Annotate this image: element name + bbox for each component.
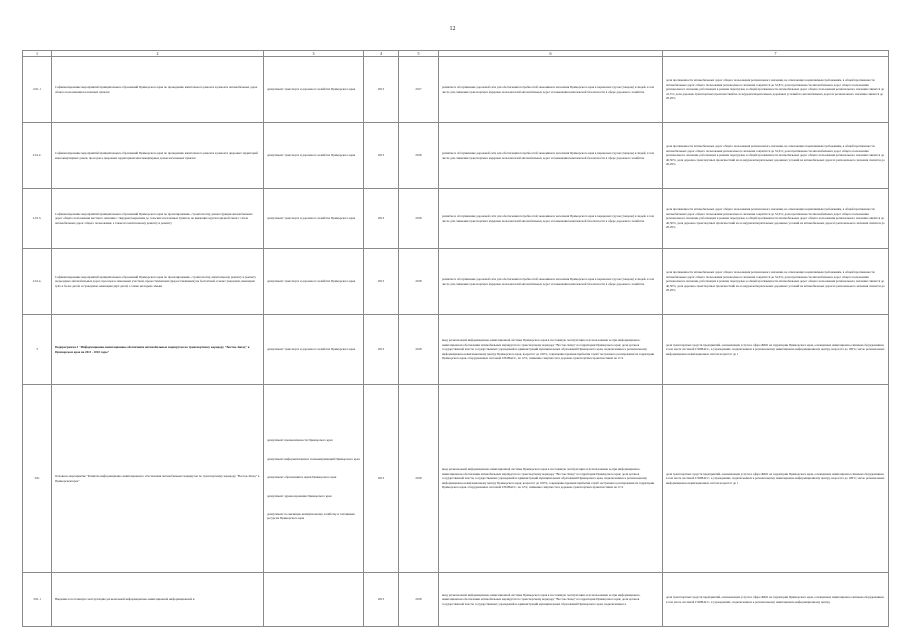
header-cell: 1 [23,51,52,57]
end-year: 2018 [399,123,439,189]
responsible-executor: департамент транспорта и дорожного хозяйства Приморского края [264,57,364,123]
responsible-executor [264,573,364,627]
executor-item: департамент промышленности Приморского края [267,438,333,443]
responsible-executor: департамент транспорта и дорожного хозяйства Приморского края [264,123,364,189]
responsible-executor: департамент транспорта и дорожного хозяйства Приморского края [264,249,364,315]
indicator-link: доля протяженности автомобильных дорог общего пользования регионального значения, не отвечающих нормативным требованиям, в общей протяженности автомобильных дорог общего пользования регионального значения сократится до 52,6%; доля протяженности автомобильных дорог общего пользования регионального значения, работающих в режиме перегрузки, в общей протяженности автомобильных дорог общего пользования регионального значения снизится до 40,50%; доля дорожно-транспортных происшествий из-за неудовлетворительных дорожных условий на автомобильных дорогах регионального значения снизится до 20,29% [663,123,889,189]
subprogram-name: Подпрограмма 3 "Информационно-навигационное обеспечение автомобильных маршрутов по транспортному коридору "Восток-Запад" в Приморском крае на 2013 - 2018 годы" [52,315,264,385]
indicator-link: доля протяженности автомобильных дорог общего пользования регионального значения, не отвечающих нормативным требованиям, в общей протяженности автомобильных дорог общего пользования регионального значения сократится до 52,6%; доля протяженности автомобильных дорог общего пользования регионального значения, работающих в режиме перегрузки, в общей протяженности автомобильных дорог общего пользования регионального значения снизится до 40,50%; доля дорожно-транспортных происшествий из-за неудовлетворительных дорожных условий на автомобильных дорогах регионального значения снизится до 20,29% [663,189,889,249]
row-number: 2.01.1 [23,57,52,123]
responsible-executors [264,385,364,573]
measure-name: Основное мероприятие "Развитие информационно-навигационного обеспечения автомобильных маршрутов по транспортному коридору "Восток-Запад" в Приморском крае" [52,385,264,573]
row-number: 2.01.2. [23,123,52,189]
end-year: 2018 [399,249,439,315]
executor-item: департамент по жилищно-коммунальному хозяйству и топливным ресурсам Приморского края [267,511,355,521]
start-year: 2013 [364,123,399,189]
expected-result: развитие и обслуживание дорожной сети для обеспечения потребностей экономики и населения Приморского края в перевозках грузов (товаров) и людей, в том числе для снижения транспортных издержек пользователей автомобильных дорог и повышения комплексной безопасности в сфере дорожного хозяйства [439,249,663,315]
measure-name: Софинансирование мероприятий муниципальных образований Приморского края по проектированию, строительству, реконструкции автомобильных дорог общего пользования местного значения с твердым покрытием до сельских населенных пунктов, не имеющих круглогодичной связи с сетью автомобильных дорог общего пользования, а также их капитальному ремонту и ремонту [52,189,264,249]
end-year: 2018 [399,189,439,249]
measure-name: Софинансирование мероприятий муниципальных образований Приморского края по проведению капитального ремонта и ремонта автомобильных дорог общего пользования населенных пунктов [52,57,264,123]
start-year: 2013 [364,249,399,315]
row-number: 3 [23,315,52,385]
header-cell: 4 [364,51,399,57]
expected-result: развитие и обслуживание дорожной сети для обеспечения потребностей экономики и населения Приморского края в перевозках грузов (товаров) и людей, в том числе для снижения транспортных издержек пользователей автомобильных дорог и повышения комплексной безопасности в сфере дорожного хозяйства [439,57,663,123]
end-year: 2018 [399,315,439,385]
end-year: 2018 [399,385,439,573]
indicator-link: доля транспортных средств предприятий, оказывающих услуги в сфере ЖКХ на территории Приморского края, оснащенных навигационно-связным оборудованием, в том числе системой ГЛОНАСС, в учреждениях, подключенных к региональному навигационно-информационному центру, возрастет до 100%; число региональных информационно-навигационных систем возрастет до 1 [663,315,889,385]
start-year: 2013 [364,315,399,385]
page-number: 12 [449,26,456,32]
responsible-executor: департамент транспорта и дорожного хозяйства Приморского края [264,315,364,385]
executor-item: департамент здравоохранения Приморского края [267,493,332,498]
header-cell: 5 [399,51,439,57]
expected-result: ввод региональной информационно-навигационной системы Приморского края в постоянную эксплуатацию и использование ее при информационно-навигационном обеспечении автомобильных маршрутов по транспортному коридору "Восток-Запад" на территории Приморского края; доля органов государственной власти, государственных учреждений и администраций муниципальных образований Приморского края, подключенных к региональному информационно-навигационному центру Приморского края, возрастет до 100%; сокращение времени прибытия служб экстренного реагирования на территории Приморского края, оборудованных системой ГЛОНАСС, на 12%; снижение смертности в дорожно-транспортных происшествиях на 11% [439,385,663,573]
start-year: 2013 [364,57,399,123]
indicator-link: доля протяженности автомобильных дорог общего пользования регионального значения, не отвечающих нормативным требованиям, в общей протяженности автомобильных дорог общего пользования регионального значения сократится до 52,8%; доля протяженности автомобильных дорог общего пользования регионального значения, работающих в режиме перегрузки, в общей протяженности автомобильных дорог общего пользования регионального значения снизится до 41,5%; доля дорожно-транспортных происшествий из-за неудовлетворительных дорожных условий на автомобильных дорогах регионального значения снизится до 20,29% [663,57,889,123]
measure-name: Введение в постоянную эксплуатацию региональной информационно-навигационной информационной и [52,573,264,627]
row-number: 3.01.1 [23,573,52,627]
row-number: 2.01.3. [23,189,52,249]
expected-result: ввод региональной информационно-навигационной системы Приморского края в постоянную эксплуатацию и использование ее при информационно-навигационном обеспечении автомобильных маршрутов по транспортному коридору "Восток-Запад" на территории Приморского края; доля органов государственной власти, государственных учреждений и администраций муниципальных образований Приморского края, подключенных к региональному информационно-навигационному центру Приморского края, возрастет до 100%; сокращение времени прибытия служб экстренного реагирования на территории Приморского края, оборудованных системой ГЛОНАСС, на 12%; снижение смертности в дорожно-транспортных происшествиях на 11% [439,315,663,385]
end-year: 2017 [399,57,439,123]
end-year: 2018 [399,573,439,627]
start-year: 2013 [364,573,399,627]
row-number: 2.01.4. [23,249,52,315]
expected-result: развитие и обслуживание дорожной сети для обеспечения потребностей экономики и населения Приморского края в перевозках грузов (товаров) и людей, в том числе для снижения транспортных издержек пользователей автомобильных дорог и повышения комплексной безопасности в сфере дорожного хозяйства [439,123,663,189]
measure-name: Софинансирование мероприятий муниципальных образований Приморского края по проектированию, строительству, капитальному ремонту и ремонту подъездных автомобильных дорог, проездов к земельным участкам, предоставленным (предоставляемым) на бесплатной основе гражданам, имеющим трёх и более детей, и гражданам, имеющим двух детей, а также молодым семьям [52,249,264,315]
measure-name: Софинансирование мероприятий муниципальных образований Приморского края по проведению капитального ремонта и ремонта дворовых территорий многоквартирных домов, проездов к дворовым территориям многоквартирных домов населенных пунктов [52,123,264,189]
header-cell: 2 [52,51,264,57]
table-row [23,123,889,189]
responsible-executor: департамент транспорта и дорожного хозяйства Приморского края [264,189,364,249]
indicator-link: доля протяженности автомобильных дорог общего пользования регионального значения, не отвечающих нормативным требованиям, в общей протяженности автомобильных дорог общего пользования регионального значения сократится до 52,6%; доля протяженности автомобильных дорог общего пользования регионального значения, работающих в режиме перегрузки, в общей протяженности автомобильных дорог общего пользования регионального значения снизится до 40,50%; доля дорожно-транспортных происшествий из-за неудовлетворительных дорожных условий на автомобильных дорогах регионального значения снизится до 20,29% [663,249,889,315]
expected-result: ввод региональной информационно-навигационной системы Приморского края в постоянную эксплуатацию и использование ее при информационно-навигационном обеспечении автомобильных маршрутов по транспортному коридору "Восток-Запад" на территории Приморского края; доля органов государственной власти, государственных учреждений и администраций муниципальных образований Приморского края, подключенных к [439,573,663,627]
row-number: 3.01 [23,385,52,573]
header-cell: 3 [264,51,364,57]
table-row [23,189,889,249]
table-row [23,573,889,627]
indicator-link: доля транспортных средств предприятий, оказывающих услуги в сфере ЖКХ на территории Приморского края, оснащенных навигационно-связным оборудованием, в том числе системой ГЛОНАСС, в учреждениях, подключенных к региональному навигационно-информационному центру [663,573,889,627]
expected-result: развитие и обслуживание дорожной сети для обеспечения потребностей экономики и населения Приморского края в перевозках грузов (товаров) и людей, в том числе для снижения транспортных издержек пользователей автомобильных дорог и повышения комплексной безопасности в сфере дорожного хозяйства [439,189,663,249]
header-cell: 6 [439,51,663,57]
table-row [23,315,889,385]
table-row [23,249,889,315]
table-row [23,57,889,123]
executor-item: департамент образования и науки Приморского края [267,475,337,480]
indicator-link: доля транспортных средств предприятий, оказывающих услуги в сфере ЖКХ на территории Приморского края, оснащенных навигационно-связным оборудованием, в том числе системой ГЛОНАСС, в учреждениях, подключенных к региональному навигационно-информационному центру, возрастет до 100%; число региональных информационно-навигационных систем возрастет до 1 [663,385,889,573]
header-cell: 7 [663,51,889,57]
start-year: 2013 [364,189,399,249]
program-table [22,50,889,627]
start-year: 2013 [364,385,399,573]
table-row [23,385,889,573]
executor-item: департамент информатизации и телекоммуникаций Приморского края [267,456,360,461]
